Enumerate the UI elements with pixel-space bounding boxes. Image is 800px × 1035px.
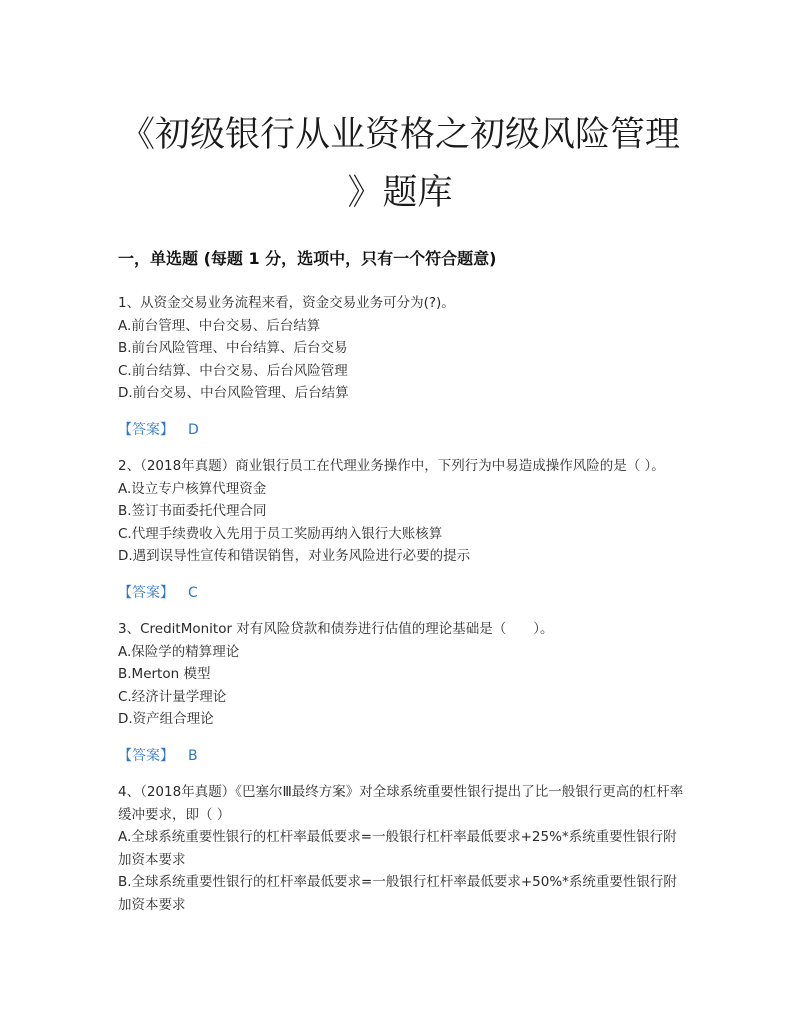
answer-value: B	[188, 747, 198, 764]
answer-label: 【答案】	[118, 421, 174, 438]
question-stem: 2、（2018年真题）商业银行员工在代理业务操作中，下列行为中易造成操作风险的是（ ）。	[118, 458, 665, 474]
option-c: C.代理手续费收入先用于员工奖励再纳入银行大账核算	[118, 525, 443, 542]
answer-value: C	[188, 584, 198, 601]
option-a: A.设立专户核算代理资金	[118, 480, 267, 497]
answer-line	[118, 745, 684, 768]
document-title	[100, 106, 700, 222]
answer-label: 【答案】	[118, 584, 174, 601]
question-list	[118, 292, 684, 916]
answer-label: 【答案】	[118, 747, 174, 764]
option-d: D.前台交易、中台风险管理、后台结算	[118, 385, 349, 401]
option-b: B.Merton 模型	[118, 666, 211, 682]
question-stem: 4、（2018年真题）《巴塞尔Ⅲ最终方案》对全球系统重要性银行提出了比一般银行更高的杠杆率缓冲要求，即（ ）	[118, 784, 684, 823]
question-4	[118, 781, 684, 916]
option-a: A.全球系统重要性银行的杠杆率最低要求=一般银行杠杆率最低要求+25%*系统重要性银行附加资本要求	[118, 829, 677, 868]
option-b: B.签订书面委托代理合同	[118, 503, 267, 519]
answer-line	[118, 419, 684, 442]
option-a: A.保险学的精算理论	[118, 643, 240, 660]
option-a: A.前台管理、中台交易、后台结算	[118, 317, 321, 334]
question-stem: 1、从资金交易业务流程来看，资金交易业务可分为(?)。	[118, 295, 455, 311]
option-b: B.前台风险管理、中台结算、后台交易	[118, 340, 348, 356]
title-line-2: 》题库	[347, 173, 453, 213]
option-d: D.资产组合理论	[118, 711, 214, 727]
answer-value: D	[188, 421, 199, 438]
title-line-1: 《初级银行从业资格之初级风险管理	[119, 115, 680, 155]
option-b: B.全球系统重要性银行的杠杆率最低要求=一般银行杠杆率最低要求+50%*系统重要性银行附加资本要求	[118, 874, 677, 913]
question-2	[118, 455, 684, 604]
answer-line	[118, 582, 684, 605]
option-c: C.经济计量学理论	[118, 688, 227, 705]
option-c: C.前台结算、中台交易、后台风险管理	[118, 362, 348, 379]
question-1	[118, 292, 684, 441]
section-heading: 一，单选题 (每题 1 分，选项中，只有一个符合题意)	[118, 249, 497, 268]
question-stem: 3、CreditMonitor 对有风险贷款和债券进行估值的理论基础是（ ）。	[118, 621, 554, 637]
question-3	[118, 618, 684, 767]
option-d: D.遇到误导性宣传和错误销售，对业务风险进行必要的提示	[118, 548, 471, 564]
